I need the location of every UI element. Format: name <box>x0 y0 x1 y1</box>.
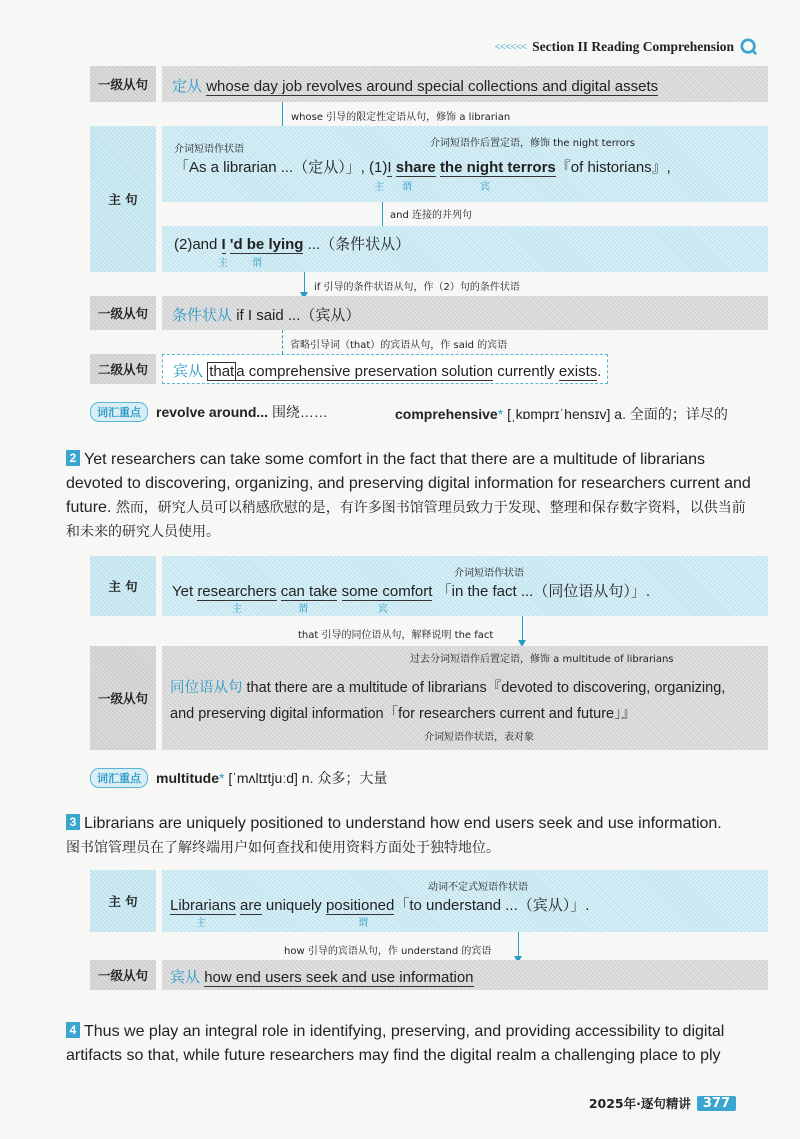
role-verb: 谓 <box>402 182 412 193</box>
role-subject-s3: 主 <box>196 918 206 929</box>
main-clause-label-3: 主 句 <box>90 870 156 932</box>
level1-label-s3: 一级从句 <box>90 960 156 990</box>
main-line-1: 「As a librarian ...（定从）」, (1)I share the night terrors『of historians』, <box>174 159 671 176</box>
level1b-clause-box <box>162 296 768 330</box>
note-that-appositive: that 引导的同位语从句，解释说明 the fact <box>298 630 494 641</box>
main-clause-box-s2 <box>162 556 768 616</box>
level1-clause-box <box>162 66 768 102</box>
main-clause-box-s3 <box>162 870 768 932</box>
ann-infinitive: 动词不定式短语作状语 <box>428 882 528 893</box>
main-line-s3: Librarians are uniquely positioned「to understand ...（宾从）」. <box>170 897 590 914</box>
chevrons-icon: <<<<<< <box>494 41 527 53</box>
vocab-row-1 <box>90 402 328 422</box>
ann-prep-attributive: 介词短语作后置定语，修饰 the night terrors <box>430 138 636 149</box>
vocab-comprehensive: comprehensive* [ˌkɒmprɪˈhensɪv] a. 全面的；详尽的 <box>395 406 728 422</box>
role-subject-s2: 主 <box>232 604 242 615</box>
page-number: 377 <box>697 1096 736 1111</box>
vocab-multitude: multitude* [ˈmʌltɪtjuːd] n. 众多；大量 <box>156 770 388 786</box>
role-verb-2: 谓 <box>252 258 262 269</box>
note-and: and 连接的并列句 <box>390 210 472 221</box>
section-title: Section II Reading Comprehension <box>532 39 734 54</box>
role-object-s2: 宾 <box>378 604 388 615</box>
running-header <box>494 38 758 56</box>
paragraph-2 <box>66 448 756 544</box>
role-subject-2: 主 <box>218 258 228 269</box>
level1-label: 一级从句 <box>90 66 156 102</box>
level1-clause-box-s2 <box>162 646 768 750</box>
note-if: if 引导的条件状语从句，作（2）句的条件状语 <box>314 282 520 293</box>
connector <box>382 202 383 226</box>
vocab-badge: 词汇重点 <box>90 402 148 422</box>
level1-line-1-s2: 同位语从句 that there are a multitude of librarians『devoted to discovering, organizing, <box>170 680 726 696</box>
connector <box>282 330 283 354</box>
note-omit: 省略引导词（that）的宾语从句，作 said 的宾语 <box>290 340 508 351</box>
role-verb-s3: 谓 <box>358 918 368 929</box>
role-verb-s2: 谓 <box>298 604 308 615</box>
note-whose: whose 引导的限定性定语从句，修饰 a librarian <box>291 112 511 123</box>
level1-clause-s3: 宾从 how end users seek and use information <box>170 969 474 986</box>
search-q-icon <box>740 38 758 56</box>
vocab-badge: 词汇重点 <box>90 768 148 788</box>
paragraph-3 <box>66 812 756 860</box>
role-subject: 主 <box>374 182 384 193</box>
ann-prep-adverbial-2: 介词短语作状语 <box>454 568 524 579</box>
ann-past-participle: 过去分词短语作后置定语，修饰 a multitude of librarians <box>410 654 674 665</box>
level1-label-s2: 一级从句 <box>90 646 156 750</box>
level1b-clause: 条件状从 if I said ...（宾从） <box>172 307 361 324</box>
connector <box>518 932 519 958</box>
para-number-badge: 4 <box>66 1022 80 1038</box>
level1-line-2-s2: and preserving digital information「for researchers current and future」』 <box>170 706 636 722</box>
level1-clause-box-s3 <box>162 960 768 990</box>
main-clause-label-2: 主 句 <box>90 556 156 616</box>
paragraph-4-en: Thus we play an integral role in identifying, preserving, and providing accessibility to digital artifacts so that, while future researchers may find the digital realm a challenging place to ply <box>66 1023 725 1064</box>
note-how: how 引导的宾语从句，作 understand 的宾语 <box>284 946 492 957</box>
vocab-revolve: revolve around... 围绕…… <box>156 404 328 420</box>
ann-prep-adverbial: 介词短语作状语 <box>174 144 244 155</box>
main-line-s2: Yet researchers can take some comfort 「in the fact ...（同位语从句）」. <box>172 583 650 600</box>
footer-label: 2025年·逐句精讲 <box>588 1096 691 1111</box>
level2-label: 二级从句 <box>90 354 156 384</box>
paragraph-2-cn: 然而，研究人员可以稍感欣慰的是，有许多图书馆管理员致力于发现、整理和保存数字资料，以供当前和未来的研究人员使用。 <box>66 500 746 540</box>
paragraph-4 <box>66 1020 756 1068</box>
connector <box>522 616 523 642</box>
para-number-badge: 3 <box>66 814 80 830</box>
paragraph-3-cn: 图书馆管理员在了解终端用户如何查找和使用资料方面处于独特地位。 <box>66 840 500 856</box>
vocab-row-2 <box>90 768 387 788</box>
main-clause-label: 主 句 <box>90 126 156 272</box>
paragraph-3-en: Librarians are uniquely positioned to understand how end users seek and use information. <box>84 815 722 832</box>
paragraph-2-en: Yet researchers can take some comfort in the fact that there are a multitude of librarians devoted to discovering, organizing, and preserving digital information for researchers current and future. <box>66 451 751 516</box>
level1b-label: 一级从句 <box>90 296 156 330</box>
para-number-badge: 2 <box>66 450 80 466</box>
main-clause-box-2 <box>162 226 768 272</box>
main-line-2: (2)and I 'd be lying ...（条件状从） <box>174 236 411 253</box>
level1-clause: 定从 whose day job revolves around special collections and digital assets <box>172 78 659 95</box>
role-object: 宾 <box>480 182 490 193</box>
page-footer <box>589 1094 736 1112</box>
level2-clause-box <box>162 354 608 384</box>
connector <box>304 272 305 294</box>
main-clause-box-1 <box>162 126 768 202</box>
level2-clause: 宾从 that a comprehensive preservation solution currently exists. <box>173 363 602 380</box>
ann-prep-object: 介词短语作状语，表对象 <box>424 732 534 743</box>
